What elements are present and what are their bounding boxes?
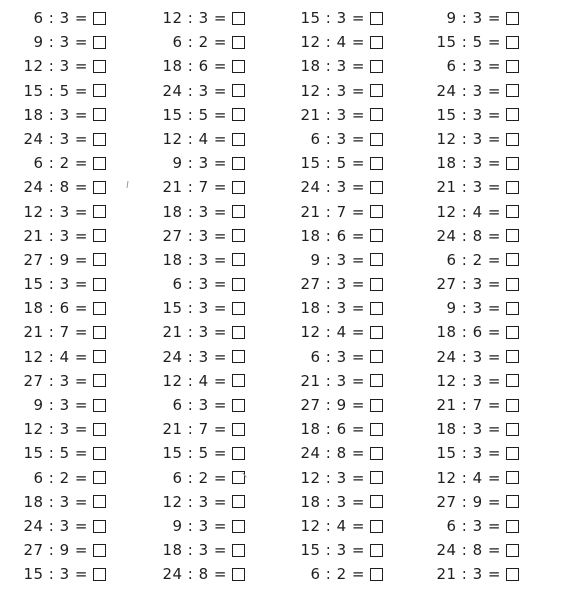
division-exercise — [143, 224, 255, 248]
division-exercise — [4, 466, 116, 490]
answer-box[interactable] — [370, 181, 383, 194]
exercise-expression: 9 : 3 = — [310, 250, 365, 269]
division-exercise — [143, 79, 255, 103]
exercise-expression: 12 : 4 = — [162, 129, 227, 148]
division-exercise — [417, 562, 529, 586]
division-exercise — [281, 562, 393, 586]
division-exercise — [143, 417, 255, 441]
exercise-expression: 21 : 3 = — [300, 105, 365, 124]
answer-box[interactable] — [232, 520, 245, 533]
answer-box[interactable] — [506, 326, 519, 339]
exercise-expression: 9 : 3 = — [172, 516, 227, 535]
answer-box[interactable] — [93, 181, 106, 194]
answer-box[interactable] — [506, 205, 519, 218]
division-exercise — [281, 54, 393, 78]
exercise-expression: 6 : 2 = — [33, 154, 88, 173]
division-exercise — [281, 369, 393, 393]
answer-box[interactable] — [93, 471, 106, 484]
exercise-expression: 12 : 4 = — [23, 347, 88, 366]
division-exercise — [4, 54, 116, 78]
exercise-expression: 27 : 9 = — [23, 250, 88, 269]
answer-box[interactable] — [506, 36, 519, 49]
exercise-expression: 21 : 7 = — [162, 178, 227, 197]
exercise-expression: 24 : 8 = — [23, 178, 88, 197]
division-exercise — [417, 466, 529, 490]
division-exercise — [417, 514, 529, 538]
division-exercise — [281, 393, 393, 417]
answer-box[interactable] — [93, 60, 106, 73]
exercise-expression: 21 : 3 = — [436, 178, 501, 197]
division-exercise — [417, 490, 529, 514]
division-exercise — [143, 320, 255, 344]
answer-box[interactable] — [232, 447, 245, 460]
division-exercise — [143, 538, 255, 562]
division-exercise — [4, 30, 116, 54]
exercise-expression: 18 : 3 = — [162, 541, 227, 560]
division-exercise — [281, 514, 393, 538]
exercise-expression: 15 : 3 = — [300, 9, 365, 27]
answer-box[interactable] — [506, 133, 519, 146]
division-exercise — [417, 272, 529, 296]
division-exercise — [417, 30, 529, 54]
division-exercise — [281, 200, 393, 224]
exercise-expression: 15 : 3 = — [436, 444, 501, 463]
answer-box[interactable] — [232, 423, 245, 436]
division-exercise — [4, 175, 116, 199]
division-exercise — [281, 30, 393, 54]
answer-box[interactable] — [370, 326, 383, 339]
exercise-expression: 12 : 4 = — [436, 468, 501, 487]
answer-box[interactable] — [232, 12, 245, 25]
answer-box[interactable] — [93, 399, 106, 412]
answer-box[interactable] — [370, 495, 383, 508]
answer-box[interactable] — [93, 326, 106, 339]
answer-box[interactable] — [370, 447, 383, 460]
answer-box[interactable] — [370, 108, 383, 121]
answer-box[interactable] — [232, 84, 245, 97]
answer-box[interactable] — [506, 423, 519, 436]
division-exercise — [417, 79, 529, 103]
answer-box[interactable] — [370, 374, 383, 387]
division-exercise — [4, 514, 116, 538]
exercise-expression: 21 : 7 = — [162, 420, 227, 439]
exercise-expression: 27 : 9 = — [436, 492, 501, 511]
exercise-expression: 12 : 3 = — [23, 420, 88, 439]
division-exercise — [281, 345, 393, 369]
exercise-expression: 6 : 2 = — [33, 468, 88, 487]
division-exercise — [417, 369, 529, 393]
division-exercise — [281, 417, 393, 441]
answer-box[interactable] — [506, 520, 519, 533]
answer-box[interactable] — [93, 495, 106, 508]
answer-box[interactable] — [506, 568, 519, 581]
division-exercise — [417, 200, 529, 224]
exercise-expression: 18 : 3 = — [162, 250, 227, 269]
division-exercise — [4, 272, 116, 296]
exercise-expression: 6 : 2 = — [446, 250, 501, 269]
division-exercise — [143, 466, 255, 490]
answer-box[interactable] — [93, 520, 106, 533]
exercise-expression: 18 : 3 = — [162, 202, 227, 221]
division-exercise — [417, 345, 529, 369]
exercise-expression: 18 : 3 = — [23, 492, 88, 511]
division-exercise — [417, 417, 529, 441]
exercise-expression: 12 : 3 = — [162, 9, 227, 27]
division-exercise — [281, 320, 393, 344]
answer-box[interactable] — [506, 302, 519, 315]
exercise-column-1 — [4, 6, 124, 587]
exercise-expression: 9 : 3 = — [33, 33, 88, 52]
answer-box[interactable] — [506, 12, 519, 25]
division-exercise — [417, 248, 529, 272]
division-exercise — [4, 248, 116, 272]
exercise-expression: 15 : 3 = — [162, 299, 227, 318]
exercise-expression: 24 : 3 = — [23, 516, 88, 535]
exercise-expression: 27 : 3 = — [436, 275, 501, 294]
answer-box[interactable] — [370, 471, 383, 484]
exercise-expression: 15 : 5 = — [23, 81, 88, 100]
division-exercise — [281, 248, 393, 272]
answer-box[interactable] — [506, 84, 519, 97]
exercise-expression: 15 : 3 = — [436, 105, 501, 124]
exercise-expression: 6 : 3 = — [310, 347, 365, 366]
exercise-expression: 27 : 9 = — [23, 541, 88, 560]
exercise-expression: 21 : 7 = — [23, 323, 88, 342]
answer-box[interactable] — [93, 374, 106, 387]
exercise-expression: 15 : 3 = — [23, 275, 88, 294]
division-exercise — [417, 127, 529, 151]
division-exercise — [281, 441, 393, 465]
division-exercise — [4, 393, 116, 417]
division-exercise — [281, 296, 393, 320]
division-exercise — [281, 272, 393, 296]
exercise-expression: 6 : 2 = — [310, 565, 365, 584]
exercise-expression: 15 : 3 = — [300, 541, 365, 560]
answer-box[interactable] — [506, 350, 519, 363]
exercise-expression: 18 : 6 = — [23, 299, 88, 318]
answer-box[interactable] — [370, 36, 383, 49]
division-exercise — [143, 127, 255, 151]
exercise-expression: 12 : 4 = — [436, 202, 501, 221]
division-exercise — [4, 200, 116, 224]
exercise-expression: 6 : 2 = — [172, 468, 227, 487]
division-exercise — [4, 538, 116, 562]
division-exercise — [143, 175, 255, 199]
division-exercise — [417, 151, 529, 175]
answer-box[interactable] — [93, 157, 106, 170]
answer-box[interactable] — [370, 399, 383, 412]
exercise-expression: 24 : 8 = — [300, 444, 365, 463]
answer-box[interactable] — [93, 350, 106, 363]
exercise-expression: 24 : 3 = — [162, 81, 227, 100]
division-exercise — [281, 490, 393, 514]
answer-box[interactable] — [232, 350, 245, 363]
answer-box[interactable] — [370, 278, 383, 291]
exercise-expression: 24 : 3 = — [436, 81, 501, 100]
exercise-expression: 12 : 3 = — [436, 371, 501, 390]
division-exercise — [417, 103, 529, 127]
division-exercise — [143, 248, 255, 272]
division-exercise — [4, 224, 116, 248]
division-exercise — [4, 127, 116, 151]
exercise-expression: 6 : 3 = — [446, 57, 501, 76]
exercise-expression: 12 : 4 = — [162, 371, 227, 390]
division-exercise — [143, 54, 255, 78]
exercise-expression: 6 : 3 = — [310, 129, 365, 148]
answer-box[interactable] — [93, 544, 106, 557]
answer-box[interactable] — [232, 205, 245, 218]
division-exercise — [417, 224, 529, 248]
exercise-expression: 21 : 3 = — [162, 323, 227, 342]
division-exercise — [143, 345, 255, 369]
answer-box[interactable] — [93, 36, 106, 49]
division-exercise — [143, 393, 255, 417]
exercise-expression: 15 : 5 = — [300, 154, 365, 173]
answer-box[interactable] — [232, 326, 245, 339]
division-exercise — [4, 345, 116, 369]
answer-box[interactable] — [232, 108, 245, 121]
exercise-expression: 6 : 3 = — [446, 516, 501, 535]
exercise-expression: 15 : 5 = — [23, 444, 88, 463]
exercise-expression: 18 : 3 = — [436, 154, 501, 173]
exercise-expression: 12 : 3 = — [162, 492, 227, 511]
division-exercise — [417, 175, 529, 199]
exercise-expression: 18 : 6 = — [300, 226, 365, 245]
exercise-column-4 — [417, 6, 537, 587]
exercise-expression: 6 : 3 = — [172, 275, 227, 294]
answer-box[interactable] — [93, 253, 106, 266]
answer-box[interactable] — [370, 423, 383, 436]
division-exercise — [143, 272, 255, 296]
exercise-expression: 21 : 3 = — [23, 226, 88, 245]
answer-box[interactable] — [370, 60, 383, 73]
exercise-expression: 24 : 8 = — [162, 565, 227, 584]
exercise-expression: 24 : 8 = — [436, 541, 501, 560]
answer-box[interactable] — [506, 447, 519, 460]
answer-box[interactable] — [232, 374, 245, 387]
exercise-expression: 6 : 3 = — [172, 396, 227, 414]
stray-mark — [127, 181, 129, 188]
exercise-expression: 12 : 4 = — [300, 33, 365, 52]
answer-box[interactable] — [370, 568, 383, 581]
division-exercise — [4, 369, 116, 393]
exercise-expression: 15 : 5 = — [436, 33, 501, 52]
exercise-expression: 27 : 3 = — [162, 226, 227, 245]
division-exercise — [281, 127, 393, 151]
division-exercise — [143, 514, 255, 538]
exercise-expression: 15 : 5 = — [162, 444, 227, 463]
division-exercise — [143, 296, 255, 320]
answer-box[interactable] — [506, 108, 519, 121]
answer-box[interactable] — [93, 229, 106, 242]
answer-box[interactable] — [232, 60, 245, 73]
answer-box[interactable] — [506, 60, 519, 73]
answer-box[interactable] — [506, 495, 519, 508]
answer-box[interactable] — [370, 350, 383, 363]
division-exercise — [143, 200, 255, 224]
exercise-expression: 9 : 3 = — [446, 9, 501, 27]
division-exercise — [4, 103, 116, 127]
division-exercise — [4, 320, 116, 344]
exercise-expression: 12 : 4 = — [300, 516, 365, 535]
exercise-expression: 12 : 4 = — [300, 323, 365, 342]
answer-box[interactable] — [370, 229, 383, 242]
exercise-expression: 21 : 7 = — [300, 202, 365, 221]
answer-box[interactable] — [370, 520, 383, 533]
answer-box[interactable] — [93, 133, 106, 146]
answer-box[interactable] — [232, 253, 245, 266]
answer-box[interactable] — [506, 229, 519, 242]
answer-box[interactable] — [370, 84, 383, 97]
answer-box[interactable] — [232, 157, 245, 170]
answer-box[interactable] — [93, 568, 106, 581]
answer-box[interactable] — [232, 399, 245, 412]
exercise-expression: 21 : 3 = — [300, 371, 365, 390]
answer-box[interactable] — [93, 84, 106, 97]
answer-box[interactable] — [370, 253, 383, 266]
answer-box[interactable] — [370, 157, 383, 170]
division-exercise — [417, 441, 529, 465]
answer-box[interactable] — [370, 302, 383, 315]
answer-box[interactable] — [93, 302, 106, 315]
division-exercise — [4, 296, 116, 320]
exercise-expression: 9 : 3 = — [446, 299, 501, 318]
answer-box[interactable] — [232, 568, 245, 581]
exercise-expression: 15 : 3 = — [23, 565, 88, 584]
answer-box[interactable] — [232, 229, 245, 242]
exercise-expression: 9 : 3 = — [172, 154, 227, 173]
exercise-expression: 21 : 3 = — [436, 565, 501, 584]
answer-box[interactable] — [232, 181, 245, 194]
exercise-expression: 18 : 3 = — [436, 420, 501, 439]
exercise-expression: 27 : 3 = — [23, 371, 88, 390]
answer-box[interactable] — [370, 544, 383, 557]
exercise-expression: 18 : 3 = — [300, 492, 365, 511]
answer-box[interactable] — [93, 108, 106, 121]
division-exercise — [281, 103, 393, 127]
exercise-expression: 12 : 3 = — [300, 468, 365, 487]
answer-box[interactable] — [370, 133, 383, 146]
exercise-expression: 18 : 3 = — [300, 57, 365, 76]
division-exercise — [4, 6, 116, 30]
exercise-expression: 21 : 7 = — [436, 396, 501, 414]
exercise-column-3 — [281, 6, 401, 587]
exercise-expression: 12 : 3 = — [23, 202, 88, 221]
exercise-expression: 24 : 3 = — [436, 347, 501, 366]
exercise-column-2 — [143, 6, 263, 587]
division-exercise — [281, 175, 393, 199]
exercise-expression: 9 : 3 = — [33, 396, 88, 414]
division-exercise — [417, 393, 529, 417]
answer-box[interactable] — [506, 278, 519, 291]
answer-box[interactable] — [506, 471, 519, 484]
exercise-expression: 15 : 5 = — [162, 105, 227, 124]
division-exercise — [4, 151, 116, 175]
answer-box[interactable] — [93, 205, 106, 218]
exercise-expression: 24 : 3 = — [300, 178, 365, 197]
answer-box[interactable] — [506, 181, 519, 194]
division-exercise — [143, 369, 255, 393]
answer-box[interactable] — [232, 133, 245, 146]
answer-box[interactable] — [506, 157, 519, 170]
exercise-expression: 24 : 8 = — [436, 226, 501, 245]
exercise-expression: 18 : 6 = — [300, 420, 365, 439]
exercise-expression: 24 : 3 = — [23, 129, 88, 148]
division-exercise — [4, 79, 116, 103]
exercise-expression: 24 : 3 = — [162, 347, 227, 366]
division-exercise — [417, 6, 529, 30]
answer-box[interactable] — [232, 544, 245, 557]
division-exercise — [143, 562, 255, 586]
answer-box[interactable] — [506, 544, 519, 557]
division-exercise — [281, 466, 393, 490]
division-exercise — [417, 320, 529, 344]
division-exercise — [417, 296, 529, 320]
division-exercise — [143, 490, 255, 514]
division-exercise — [281, 79, 393, 103]
answer-box[interactable] — [232, 495, 245, 508]
answer-box[interactable] — [506, 374, 519, 387]
division-exercise — [281, 538, 393, 562]
division-exercise — [4, 417, 116, 441]
division-exercise — [281, 6, 393, 30]
answer-box[interactable] — [232, 278, 245, 291]
answer-box[interactable] — [93, 12, 106, 25]
answer-box[interactable] — [370, 205, 383, 218]
exercise-expression: 27 : 9 = — [300, 396, 365, 414]
answer-box[interactable] — [506, 253, 519, 266]
division-exercise — [4, 562, 116, 586]
exercise-expression: 18 : 6 = — [162, 57, 227, 76]
exercise-expression: 27 : 3 = — [300, 275, 365, 294]
answer-box[interactable] — [506, 399, 519, 412]
division-exercise — [143, 30, 255, 54]
answer-box[interactable] — [370, 12, 383, 25]
answer-box[interactable] — [93, 278, 106, 291]
answer-box[interactable] — [93, 447, 106, 460]
division-exercise — [143, 441, 255, 465]
exercise-expression: 12 : 3 = — [300, 81, 365, 100]
answer-box[interactable] — [232, 36, 245, 49]
answer-box[interactable] — [232, 302, 245, 315]
division-exercise — [143, 103, 255, 127]
exercise-expression: 18 : 3 = — [300, 299, 365, 318]
division-exercise — [4, 490, 116, 514]
division-exercise — [143, 6, 255, 30]
exercise-expression: 12 : 3 = — [436, 129, 501, 148]
exercise-expression: 6 : 2 = — [172, 33, 227, 52]
exercise-expression: 18 : 6 = — [436, 323, 501, 342]
division-exercise — [4, 441, 116, 465]
division-exercise — [143, 151, 255, 175]
division-exercise — [281, 151, 393, 175]
division-exercise — [417, 54, 529, 78]
exercise-expression: 12 : 3 = — [23, 57, 88, 76]
division-exercise — [281, 224, 393, 248]
exercise-expression: 6 : 3 = — [33, 9, 88, 27]
exercise-expression: 18 : 3 = — [23, 105, 88, 124]
division-exercise — [417, 538, 529, 562]
answer-box[interactable] — [93, 423, 106, 436]
